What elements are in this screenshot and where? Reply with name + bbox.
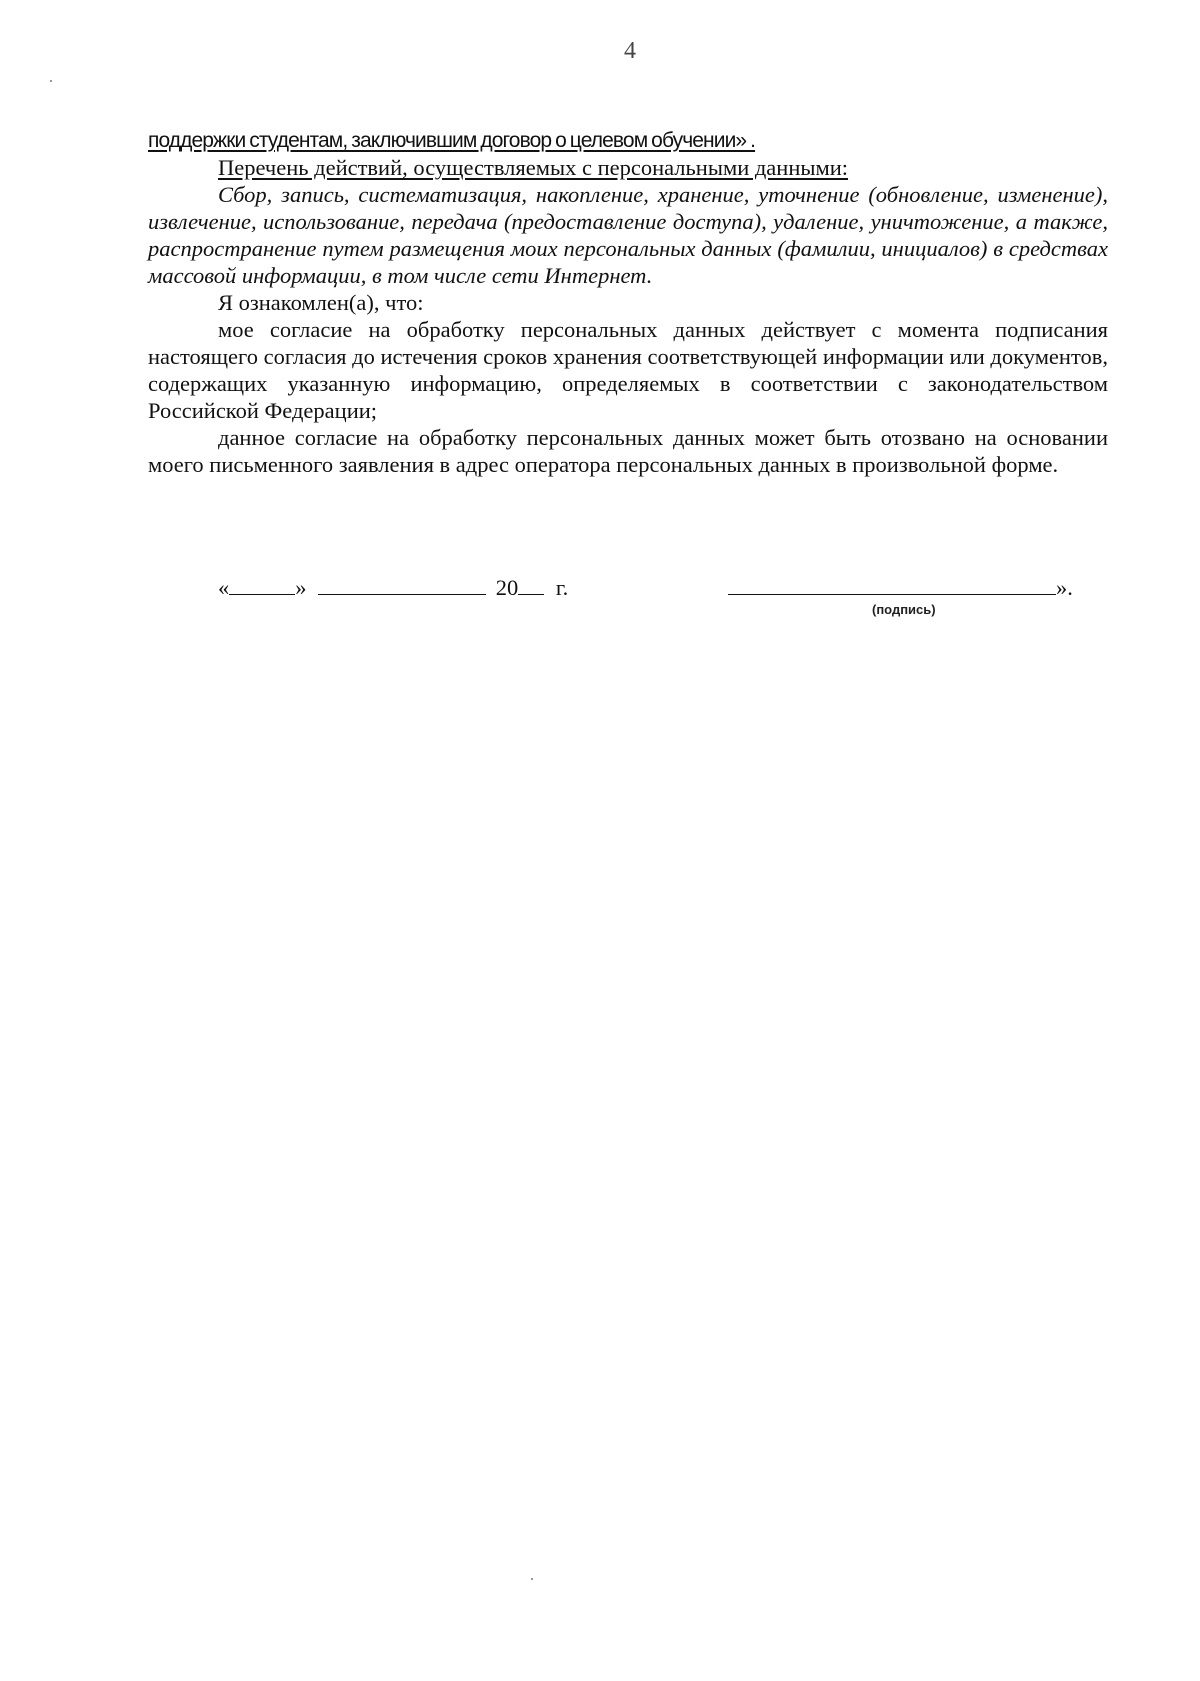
signature-row (0, 574, 1200, 634)
date-close-quote: » (295, 575, 307, 600)
actions-list-paragraph: Сбор, запись, систематизация, накопление, хранение, уточнение (обновление, изменение), извлечение, использование, передача (предоставление доступа), удаление, уничтожение, а также, распространение путем размещения моих персональных данных (фамилии, инициалов) в средствах массовой информации, в том числе сети Интернет. (148, 182, 1108, 288)
actions-heading (148, 154, 1108, 181)
year-blank (518, 574, 544, 595)
scan-artifact-dot (531, 1578, 533, 1580)
month-blank (318, 574, 486, 595)
continuation-line: поддержки студентам, заключившим договор о целевом обучении» . (148, 129, 756, 152)
day-blank (229, 574, 295, 595)
signature-blank (728, 574, 1056, 595)
date-open-quote: « (218, 575, 230, 600)
acknowledged-line: Я ознакомлен(а), что: (218, 290, 424, 315)
document-body (148, 127, 1108, 478)
signature-caption: (подпись) (872, 602, 936, 617)
year-suffix: г. (555, 575, 569, 600)
actions-heading-text: Перечень действий, осуществляемых с персональными данными: (218, 155, 849, 180)
signature-field (728, 574, 1073, 601)
scan-artifact-dot (50, 80, 52, 82)
year-prefix: 20 (495, 575, 519, 600)
page-number: 4 (624, 38, 636, 64)
clause-paragraph-1: мое согласие на обработку персональных данных действует с момента подписания настоящего согласия до истечения сроков хранения соответствующей информации или документов, содержащих указанную информацию, определяемых в соответствии с законодательством Российской Федерации; (148, 317, 1108, 423)
signature-end-mark: ». (1056, 575, 1073, 600)
date-field (218, 574, 568, 601)
clause-paragraph-2: данное согласие на обработку персональных данных может быть отозвано на основании моего письменного заявления в адрес оператора персональных данных в произвольной форме. (148, 425, 1108, 477)
